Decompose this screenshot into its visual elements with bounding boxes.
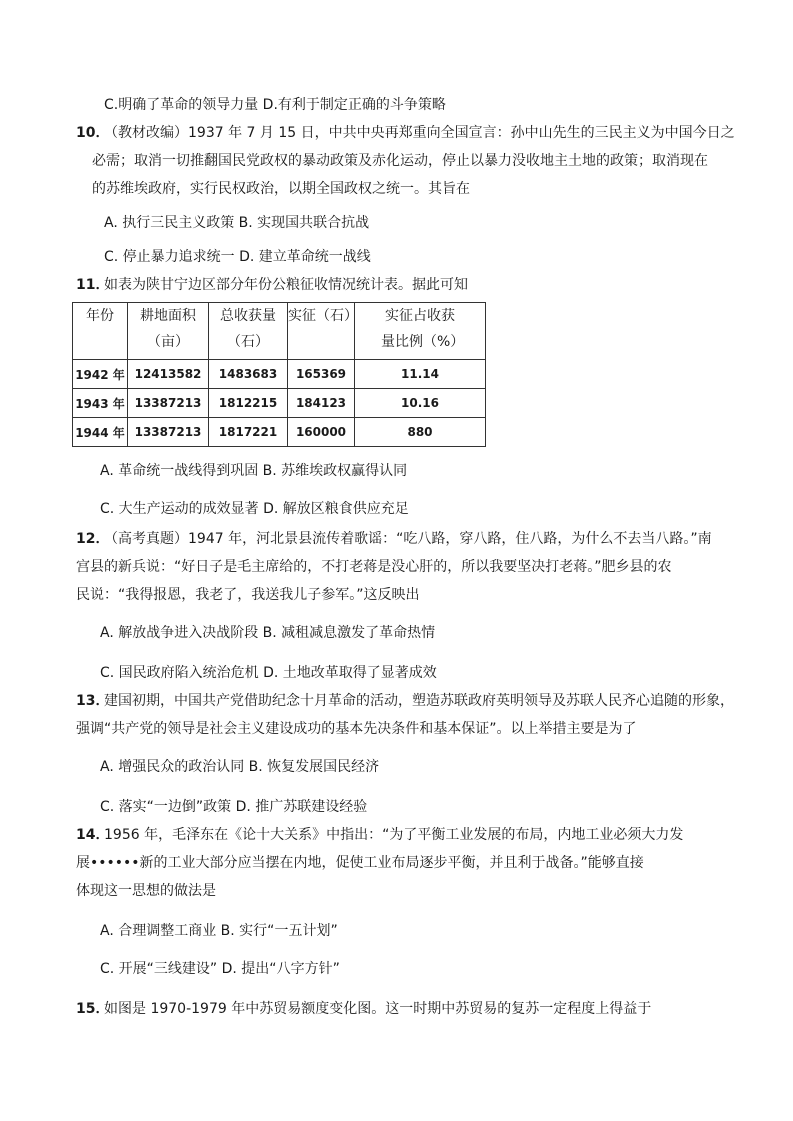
q14-stem-line3: 体现这一思想的做法是 — [76, 883, 216, 899]
q10-option-ab[interactable]: A. 执行三民主义政策 B. 实现国共联合抗战 — [104, 215, 370, 231]
table-row — [73, 418, 486, 447]
table-row — [73, 360, 486, 389]
q10-stem-line2: 必需；取消一切推翻国民党政权的暴动政策及赤化运动，停止以暴力没收地主土地的政策；取消现在 — [92, 153, 708, 169]
q11-option-cd[interactable]: C. 大生产运动的成效显著 D. 解放区粮食供应充足 — [100, 501, 409, 517]
q13-option-cd[interactable]: C. 落实“一边倒”政策 D. 推广苏联建设经验 — [100, 799, 368, 815]
q12-stem-line3: 民说：“我得报恩，我老了，我送我儿子参军。”这反映出 — [76, 587, 420, 603]
table-row — [73, 389, 486, 418]
table-cell: 13387213 — [128, 389, 209, 418]
q11-stem-line1: 如表为陕甘宁边区部分年份公粮征收情况统计表。据此可知 — [104, 277, 468, 293]
table-cell: 1817221 — [209, 418, 288, 447]
table-cell: 10.16 — [355, 389, 486, 418]
q14-option-ab[interactable]: A. 合理调整工商业 B. 实行“一五计划” — [100, 923, 338, 939]
q12-stem-line1: （高考真题）1947 年，河北景县流传着歌谣：“吃八路，穿八路，住八路，为什么不去当八路。”南 — [104, 531, 712, 547]
table-cell: 1943 年 — [73, 389, 128, 418]
table-cell: 13387213 — [128, 418, 209, 447]
table-header-cell: 年份 — [73, 303, 128, 360]
table-header-cell: 耕地面积（亩） — [128, 303, 209, 360]
table-header-cell: 实征（石） — [288, 303, 355, 360]
table-header-row — [73, 303, 486, 360]
table-cell: 184123 — [288, 389, 355, 418]
table-cell: 880 — [355, 418, 486, 447]
q13-stem-line2: 强调“共产党的领导是社会主义建设成功的基本先决条件和基本保证”。以上举措主要是为了 — [76, 721, 637, 737]
table-header-cell: 实征占收获量比例（%） — [355, 303, 486, 360]
table-cell: 165369 — [288, 360, 355, 389]
grain-statistics-table — [72, 302, 486, 447]
table-cell: 1812215 — [209, 389, 288, 418]
q15-number: 15． — [76, 1001, 110, 1017]
table-cell: 1942 年 — [73, 360, 128, 389]
q10-stem-line1: （教材改编）1937 年 7 月 15 日，中共中央再郑重向全国宣言：孙中山先生的三民主义为中国今日之 — [104, 125, 735, 141]
q10-stem-line3: 的苏维埃政府，实行民权政治，以期全国政权之统一。其旨在 — [92, 181, 470, 197]
q11-option-ab[interactable]: A. 革命统一战线得到巩固 B. 苏维埃政权赢得认同 — [100, 463, 408, 479]
q12-stem-line2: 宫县的新兵说：“好日子是毛主席给的，不打老蒋是没心肝的，所以我要坚决打老蒋。”肥乡县的农 — [76, 559, 672, 575]
q9-option-cd[interactable]: C.明确了革命的领导力量 D.有利于制定正确的斗争策略 — [104, 97, 446, 113]
q12-option-ab[interactable]: A. 解放战争进入决战阶段 B. 减租减息激发了革命热情 — [100, 625, 436, 641]
table-cell: 1483683 — [209, 360, 288, 389]
q13-stem-line1: 建国初期，中国共产党借助纪念十月革命的活动，塑造苏联政府英明领导及苏联人民齐心追随的形象， — [104, 693, 734, 709]
table-cell: 1944 年 — [73, 418, 128, 447]
q13-number: 13． — [76, 693, 110, 709]
q10-number: 10． — [76, 125, 110, 141]
q15-stem-line1: 如图是 1970-1979 年中苏贸易额度变化图。这一时期中苏贸易的复苏一定程度上得益于 — [104, 1001, 652, 1017]
q11-number: 11． — [76, 277, 110, 293]
table-cell: 11.14 — [355, 360, 486, 389]
q14-stem-line1: 1956 年，毛泽东在《论十大关系》中指出：“为了平衡工业发展的布局，内地工业必须大力发 — [104, 827, 684, 843]
q12-option-cd[interactable]: C. 国民政府陷入统治危机 D. 土地改革取得了显著成效 — [100, 665, 437, 681]
q14-option-cd[interactable]: C. 开展“三线建设” D. 提出“八字方针” — [100, 961, 340, 977]
q12-number: 12． — [76, 531, 110, 547]
q10-option-cd[interactable]: C. 停止暴力追求统一 D. 建立革命统一战线 — [104, 249, 371, 265]
q14-number: 14． — [76, 827, 110, 843]
table-header-cell: 总收获量（石） — [209, 303, 288, 360]
q14-stem-line2: 展••••••新的工业大部分应当摆在内地，促使工业布局逐步平衡，并且利于战备。”能够直接 — [76, 855, 644, 871]
q13-option-ab[interactable]: A. 增强民众的政治认同 B. 恢复发展国民经济 — [100, 759, 380, 775]
table-cell: 12413582 — [128, 360, 209, 389]
table-cell: 160000 — [288, 418, 355, 447]
